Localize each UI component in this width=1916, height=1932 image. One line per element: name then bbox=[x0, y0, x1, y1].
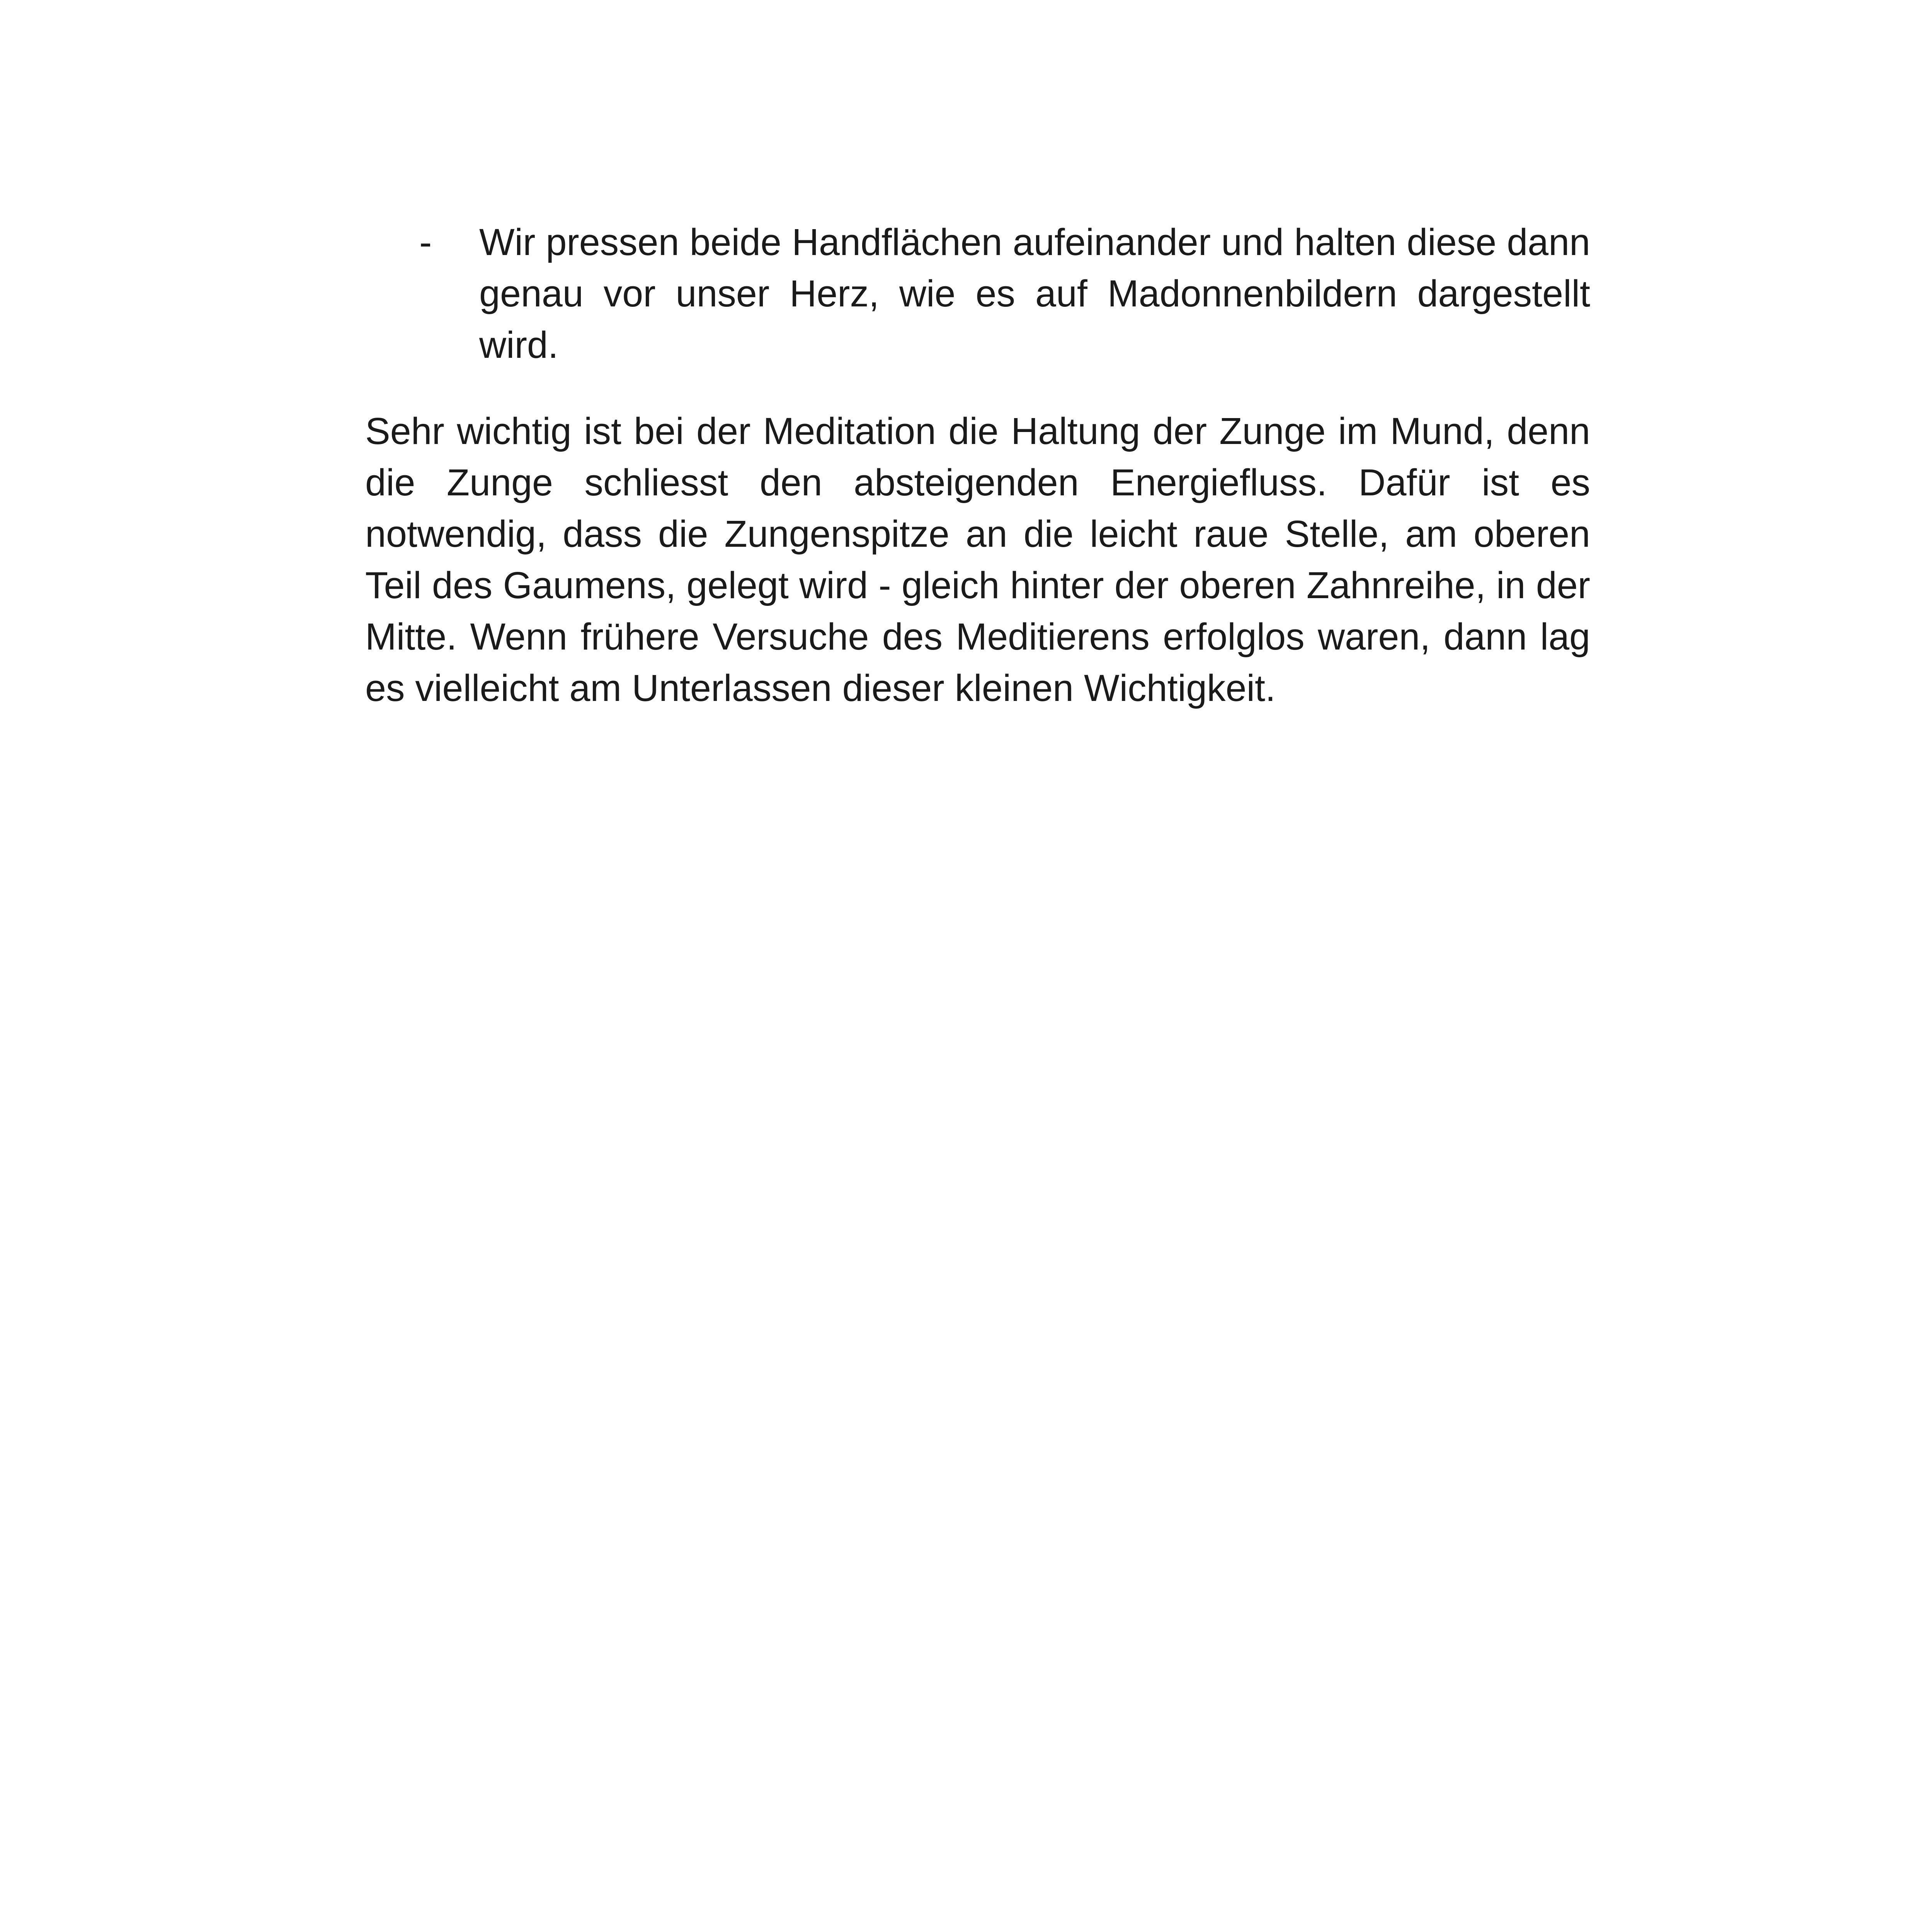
body-paragraph: Sehr wichtig ist bei der Meditation die Haltung der Zunge im Mund, denn die Zunge schliesst den absteigenden Energiefluss. Dafür ist es notwendig, dass die Zungenspitze an die leicht raue Stelle, am oberen Teil des Gaumens, gelegt wird - gleich hinter der oberen Zahnreihe, in der Mitte. Wenn frühere Versuche des Meditierens erfolglos waren, dann lag es vielleicht am Unterlassen dieser kleinen Wichtigkeit. bbox=[365, 410, 1590, 709]
page-content bbox=[365, 216, 1590, 714]
bullet-marker: - bbox=[419, 221, 432, 263]
list-item bbox=[365, 216, 1590, 371]
bullet-text: Wir pressen beide Handflächen aufeinander und halten diese dann genau vor unser Herz, wie es auf Madonnenbildern dargestellt wird. bbox=[479, 221, 1590, 366]
